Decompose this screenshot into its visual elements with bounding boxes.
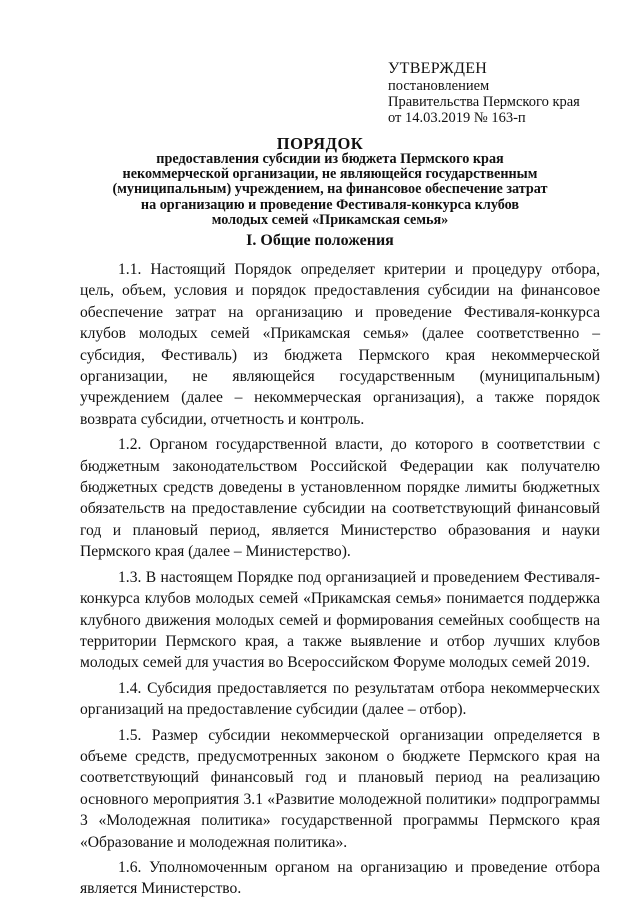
document-subtitle: предоставления субсидии из бюджета Пермского края некоммерческой организации, не являющейся государственным (муниципальным) учреждением, на финансовое обеспечение затрат на организацию и проведение Фестиваля-конкурса клубов молодых семей «Прикамская семья»	[112, 151, 548, 228]
approval-heading: УТВЕРЖДЕН	[388, 60, 488, 77]
paragraph: 1.2. Органом государственной власти, до которого в соответствии с бюджетным законодательством Российской Федерации как получателю бюджетных средств доведены в установленном порядке лимиты бюджетных обязательств на предоставление субсидии на соответствующий финансовый год и плановый период, является Министерство образования и науки Пермского края (далее – Министерство).	[80, 436, 600, 561]
document-title: ПОРЯДОК	[276, 134, 364, 153]
paragraph: 1.3. В настоящем Порядке под организацией и проведением Фестиваля-конкурса клубов молодых семей «Прикамская семья» понимается поддержка клубного движения молодых семей и формирования семейных сообществ на территории Пермского края, а также выявление и отбор лучших клубов молодых семей для участия во Всероссийском Форуме молодых семей 2019.	[80, 568, 600, 672]
paragraph: 1.4. Субсидия предоставляется по результатам отбора некоммерческих организаций на предоставление субсидии (далее – отбор).	[80, 679, 600, 719]
approval-line: от 14.03.2019 № 163-п	[388, 110, 526, 126]
document-body	[80, 259, 600, 904]
approval-line: постановлением	[388, 78, 490, 94]
paragraph: 1.1. Настоящий Порядок определяет критерии и процедуру отбора, цель, объем, условия и порядок предоставления субсидии на финансовое обеспечение затрат на организацию и проведение Фестиваля-конкурса клубов молодых семей «Прикамская семья» (далее соответственно – субсидия, Фестиваль) из бюджета Пермского края некоммерческой организации, не являющейся государственным (муниципальным) учреждением (далее – некоммерческая организация), а также порядок возврата субсидии, отчетность и контроль.	[80, 261, 600, 428]
paragraph: 1.5. Размер субсидии некоммерческой организации определяется в объеме средств, предусмотренных законом о бюджете Пермского края на соответствующий финансовый год и плановый период на реализацию основного мероприятия 3.1 «Развитие молодежной политики» подпрограммы 3 «Молодежная политика» государственной программы Пермского края «Образование и молодежная политика».	[80, 726, 600, 851]
paragraph: 1.6. Уполномоченным органом на организацию и проведение отбора является Министерство.	[80, 858, 600, 898]
approval-stamp	[388, 60, 628, 126]
section-heading: I. Общие положения	[246, 232, 394, 249]
approval-line: Правительства Пермского края	[388, 94, 580, 110]
